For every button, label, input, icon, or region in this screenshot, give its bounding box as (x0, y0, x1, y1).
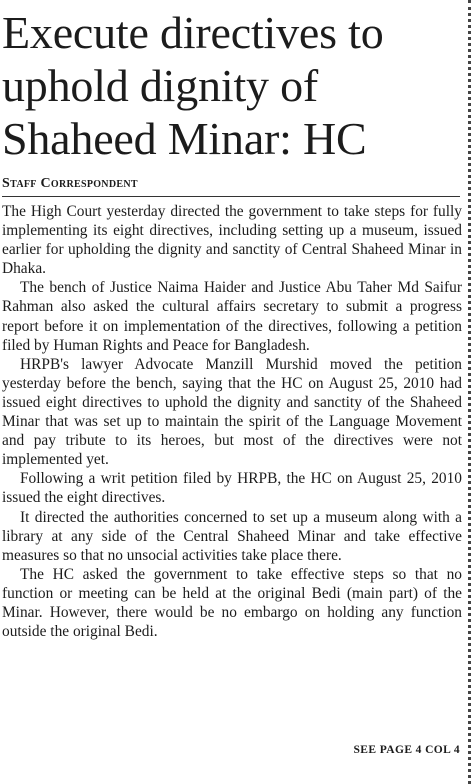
byline: Staff Correspondent (2, 176, 138, 191)
paragraph-2: The bench of Justice Naima Haider and Justice Abu Taher Md Saifur Rahman also asked the cultural affairs secretary to submit a progress report before it on implementation of the directives, following a petition filed by Human Rights and Peace for Bangladesh. (2, 279, 462, 354)
paragraph-6: The HC asked the government to take effective steps so that no function or meeting can be held at the original Bedi (main part) of the Minar. However, there would be no embargo on holding any function outside the original Bedi. (2, 565, 462, 641)
headline (0, 0, 462, 165)
continuation-jump-line: SEE PAGE 4 COL 4 (353, 744, 460, 756)
paragraph-1: The High Court yesterday directed the government to take steps for fully implementing its eight directives, including setting up a museum, issued earlier for upholding the dignity and sanctity of Central Shaheed Minar in Dhaka. (2, 203, 462, 278)
paragraph-4: Following a writ petition filed by HRPB, the HC on August 25, 2010 issued the eight directives. (2, 470, 462, 507)
headline-line-2: uphold dignity of (2, 60, 319, 111)
paragraph-3: HRPB's lawyer Advocate Manzill Murshid moved the petition yesterday before the bench, saying that the HC on August 25, 2010 had issued eight directives to uphold the dignity and sanctity of the Shaheed Minar that was set up to maintain the spirit of the Language Movement and pay tribute to its heroes, but most of the directives were not implemented yet. (2, 355, 462, 469)
headline-line-1: Execute directives to (2, 7, 384, 58)
headline-line-3: Shaheed Minar: HC (2, 113, 367, 164)
article-body (2, 202, 462, 641)
column-divider (468, 0, 471, 784)
paragraph-5: It directed the authorities concerned to set up a museum along with a library at any side of the Central Shaheed Minar and take effective measures so that no unsocial activities take place there. (2, 508, 462, 564)
byline-rule (2, 196, 460, 197)
